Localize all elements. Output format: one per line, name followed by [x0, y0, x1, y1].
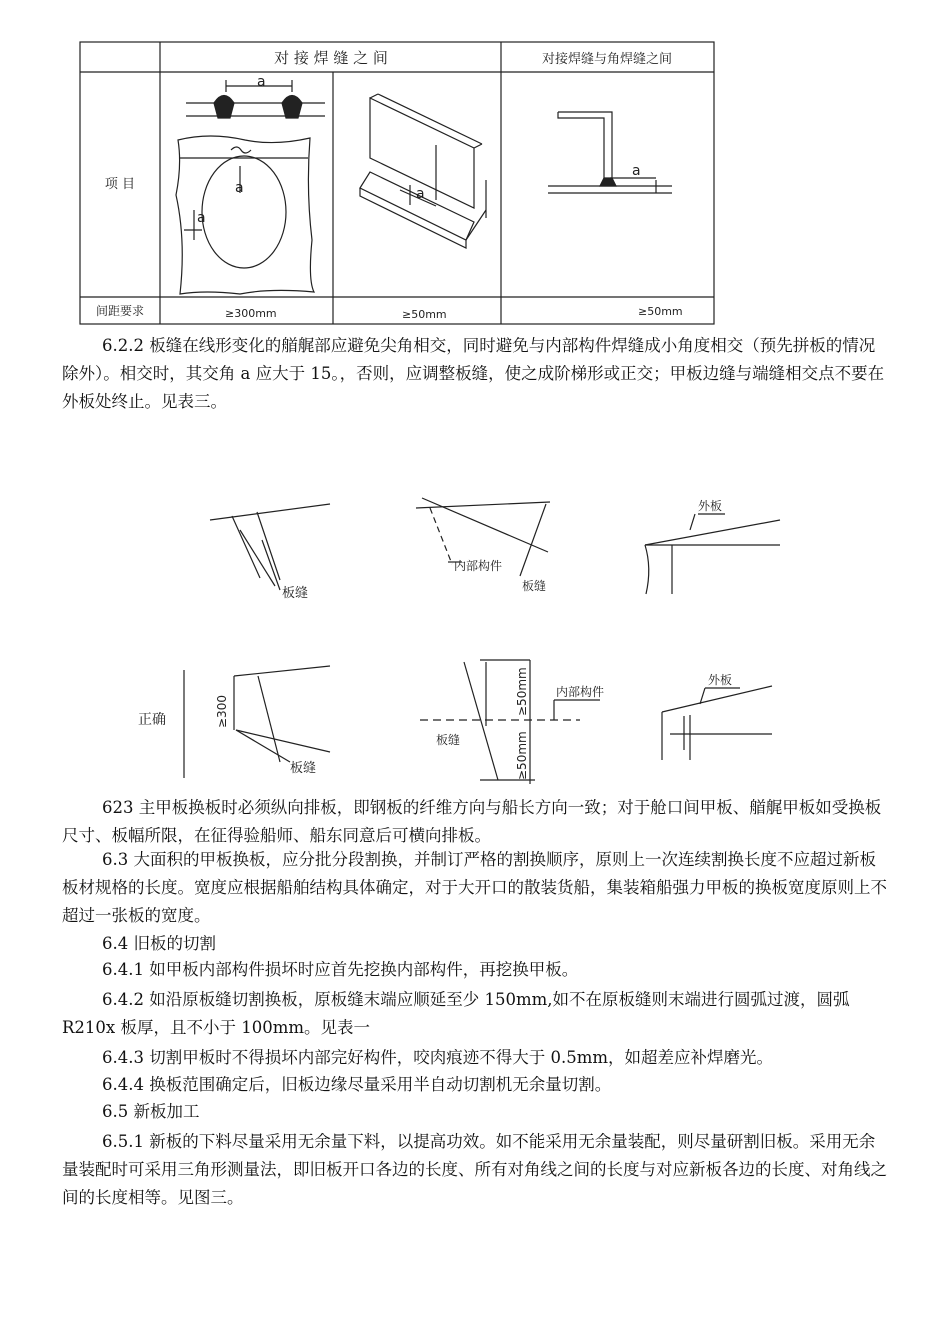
- paragraph-623: 623 主甲板换板时必须纵向排板，即钢板的纤维方向与船长方向一致；对于舱口间甲板、艏艉甲板如受换板尺寸、板幅所限，在征得验船师、船东同意后可横向排板。: [62, 798, 882, 845]
- label-shell-1: 外板: [698, 499, 723, 513]
- label-seam-3: 板缝: [290, 761, 317, 776]
- dim-50-top: ≥50mm: [515, 667, 529, 716]
- heading-6-4: 6.4 旧板的切割: [102, 934, 216, 953]
- dim-a-2: a: [235, 180, 244, 196]
- label-seam-4: 板缝: [436, 733, 461, 747]
- dim-a-1: a: [257, 74, 266, 90]
- dim-50-bottom: ≥50mm: [515, 731, 529, 780]
- row-label-item: 项 目: [104, 177, 136, 192]
- paragraph-6-4-3: 6.4.3 切割甲板时不得损坏内部完好构件，咬肉痕迹不得大于 0.5mm，如超差应补焊磨光。: [102, 1048, 774, 1067]
- paragraph-6-3: 6.3 大面积的甲板换板，应分批分段割换，并制订严格的割换顺序，原则上一次连续割换长度不应超过新板板材规格的长度。宽度应根据船舶结构具体确定，对于大开口的散装货船，集装箱船强力甲板的换板宽度原则上不超过一张板的宽度。: [62, 850, 887, 925]
- dim-a-4: a: [416, 186, 425, 202]
- paragraph-6-4-4: 6.4.4 换板范围确定后，旧板边缘尽量采用半自动切割机无余量切割。: [102, 1075, 612, 1094]
- spacing-value-2: ≥50mm: [402, 308, 447, 321]
- paragraph-6-4-2: 6.4.2 如沿原板缝切割换板，原板缝末端应顺延至少 150mm,如不在原板缝则末端进行圆弧过渡，圆弧 R210x 板厚，且不小于 100mm。见表一: [62, 990, 850, 1037]
- weld-spacing-table: [0, 0, 950, 330]
- label-shell-2: 外板: [708, 673, 733, 687]
- heading-6-5: 6.5 新板加工: [102, 1102, 200, 1121]
- label-seam-1: 板缝: [282, 586, 309, 601]
- label-internal-1: 内部构件: [454, 559, 503, 573]
- dim-300: ≥300: [215, 695, 229, 728]
- butt-weld-drawing: [176, 80, 325, 294]
- label-correct: 正确: [138, 712, 166, 728]
- spacing-value-1: ≥300mm: [225, 307, 277, 320]
- table-header-butt-fillet: 对接焊缝与角焊缝之间: [541, 52, 673, 67]
- row-label-spacing: 间距要求: [95, 304, 145, 318]
- label-internal-2: 内部构件: [556, 685, 605, 699]
- fillet-drawing: [548, 112, 672, 193]
- label-seam-2: 板缝: [522, 579, 547, 593]
- paragraph-6-4-1: 6.4.1 如甲板内部构件损坏时应首先挖换内部构件，再挖换甲板。: [102, 960, 579, 979]
- paragraph-6-2-2: 6.2.2 板缝在线形变化的艏艉部应避免尖角相交，同时避免与内部构件焊缝成小角度相交（预先拼板的情况除外）。相交时，其交角 a 应大于 15。，否则，应调整板缝，使之成阶梯形或正交；甲板边缝与端缝相交点不要在外板处终止。见表三。: [62, 336, 885, 411]
- seam-figures: [0, 490, 950, 790]
- paragraph-6-5-1: 6.5.1 新板的下料尽量采用无余量下料，以提高功效。如不能采用无余量装配，则尽量研割旧板。采用无余量装配时可采用三角形测量法，即旧板开口各边的长度、所有对角线之间的长度与对应新板各边的长度、对角线之间的长度相等。见图三。: [62, 1132, 887, 1207]
- spacing-value-3: ≥50mm: [638, 305, 683, 318]
- table-header-butt: 对 接 焊 缝 之 间: [274, 49, 388, 67]
- t-joint-drawing: [360, 94, 486, 248]
- dim-a-3: a: [197, 210, 206, 226]
- dim-a-5: a: [632, 163, 641, 179]
